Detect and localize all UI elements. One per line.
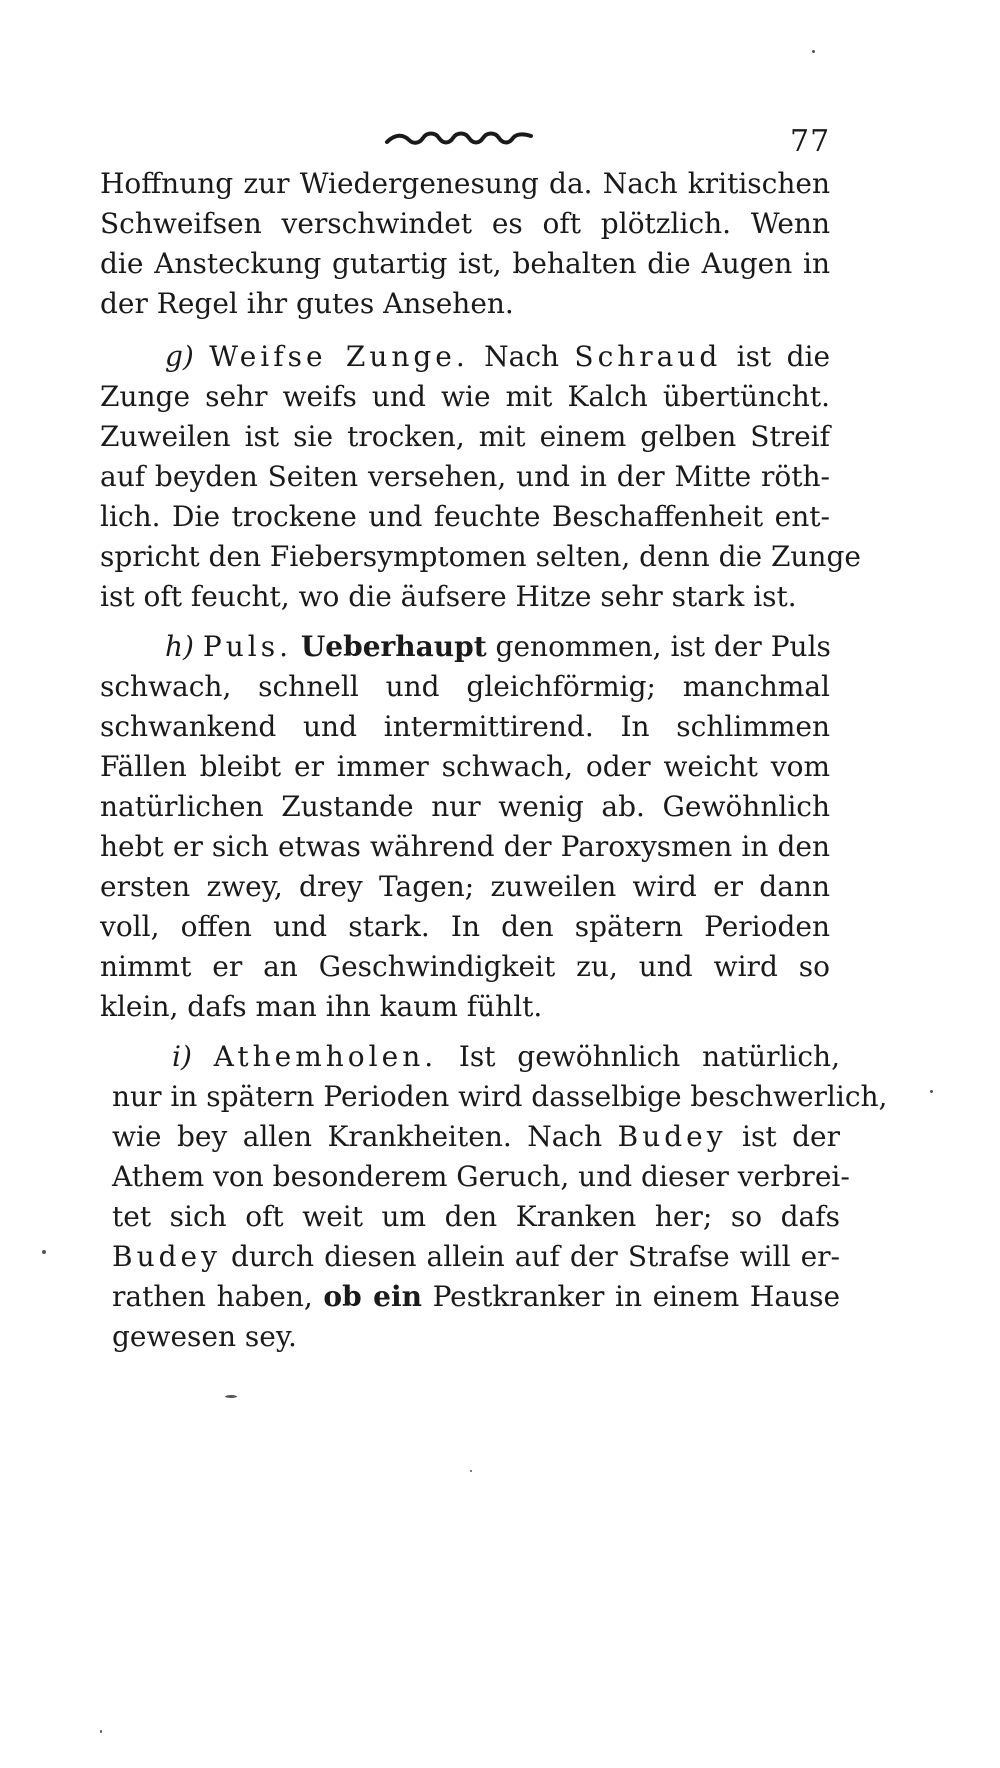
section-heading: Puls. (202, 630, 292, 663)
text-line: hebt er sich etwas während der Paroxysmen in den (100, 830, 830, 863)
section-marker: i) (172, 1040, 192, 1073)
text-fragment: Ist gewöhnlich natürlich, (458, 1040, 840, 1073)
section-h-first-line (165, 630, 831, 663)
page-number: 77 (790, 124, 831, 159)
text-fragment: Nach (484, 340, 560, 373)
text-line: Hoffnung zur Wiedergenesung da. Nach kritischen (100, 167, 830, 200)
text-line (112, 1280, 841, 1313)
text-fragment: Ueberhaupt (300, 630, 487, 663)
text-line: auf beyden Seiten versehen, und in der Mitte röth- (100, 460, 830, 493)
section-i-first-line (172, 1040, 840, 1073)
paper-speck (100, 1730, 102, 1733)
text-fragment: ob ein (323, 1280, 422, 1313)
author-name: Budey (112, 1240, 221, 1273)
text-line: tet sich oft weit um den Kranken her; so dafs (112, 1200, 840, 1233)
header-ornament (385, 128, 535, 150)
text-line: voll, offen und stark. In den spätern Perioden (100, 910, 830, 943)
paper-speck (42, 1250, 46, 1254)
text-line: spricht den Fiebersymptomen selten, denn die Zunge (100, 540, 861, 573)
text-line: Athem von besonderem Geruch, und dieser verbrei- (112, 1160, 850, 1193)
text-line: die Ansteckung gutartig ist, behalten die Augen in (100, 247, 830, 280)
text-line: Zuweilen ist sie trocken, mit einem gelben Streif (100, 420, 830, 453)
paper-speck (930, 1090, 933, 1093)
section-heading: Athemholen. (213, 1040, 438, 1073)
text-line: gewesen sey. (112, 1320, 297, 1353)
author-name: Schraud (574, 340, 722, 373)
text-line: ersten zwey, drey Tagen; zuweilen wird er dann (100, 870, 830, 903)
text-line: schwankend und intermittirend. In schlimmen (100, 710, 830, 743)
author-name: Budey (617, 1120, 727, 1153)
text-line: klein, dafs man ihn kaum fühlt. (100, 990, 543, 1023)
section-marker: h) (165, 630, 194, 663)
text-line: Zunge sehr weifs und wie mit Kalch übertüncht. (100, 380, 830, 413)
text-line: Schweifsen verschwindet es oft plötzlich. Wenn (100, 207, 830, 240)
text-fragment: durch diesen allein auf der Strafse will er- (230, 1240, 840, 1273)
text-fragment: Pestkranker in einem Hause (432, 1280, 841, 1313)
section-g-first-line (165, 340, 831, 373)
text-line: nimmt er an Geschwindigkeit zu, und wird so (100, 950, 830, 983)
text-fragment: genommen, ist der Puls (495, 630, 831, 663)
text-fragment: ist die (736, 340, 831, 373)
text-line (112, 1240, 840, 1273)
text-line: Fällen bleibt er immer schwach, oder weicht vom (100, 750, 830, 783)
text-fragment: ist der (742, 1120, 840, 1153)
section-marker: g) (165, 340, 194, 373)
text-line: nur in spätern Perioden wird dasselbige beschwerlich, (112, 1080, 888, 1113)
text-line: der Regel ihr gutes Ansehen. (100, 287, 514, 320)
paper-speck (470, 1470, 472, 1472)
text-line: schwach, schnell und gleichförmig; manchmal (100, 670, 830, 703)
text-line: natürlichen Zustande nur wenig ab. Gewöhnlich (100, 790, 830, 823)
text-fragment: rathen haben, (112, 1280, 313, 1313)
paper-speck (225, 1395, 237, 1398)
text-fragment: wie bey allen Krankheiten. Nach (112, 1120, 603, 1153)
text-line: lich. Die trockene und feuchte Beschaffenheit ent- (100, 500, 830, 533)
text-line: ist oft feucht, wo die äufsere Hitze sehr stark ist. (100, 580, 797, 613)
paper-speck (812, 50, 815, 53)
text-line (112, 1120, 840, 1153)
section-heading: Weifse Zunge. (209, 340, 469, 373)
